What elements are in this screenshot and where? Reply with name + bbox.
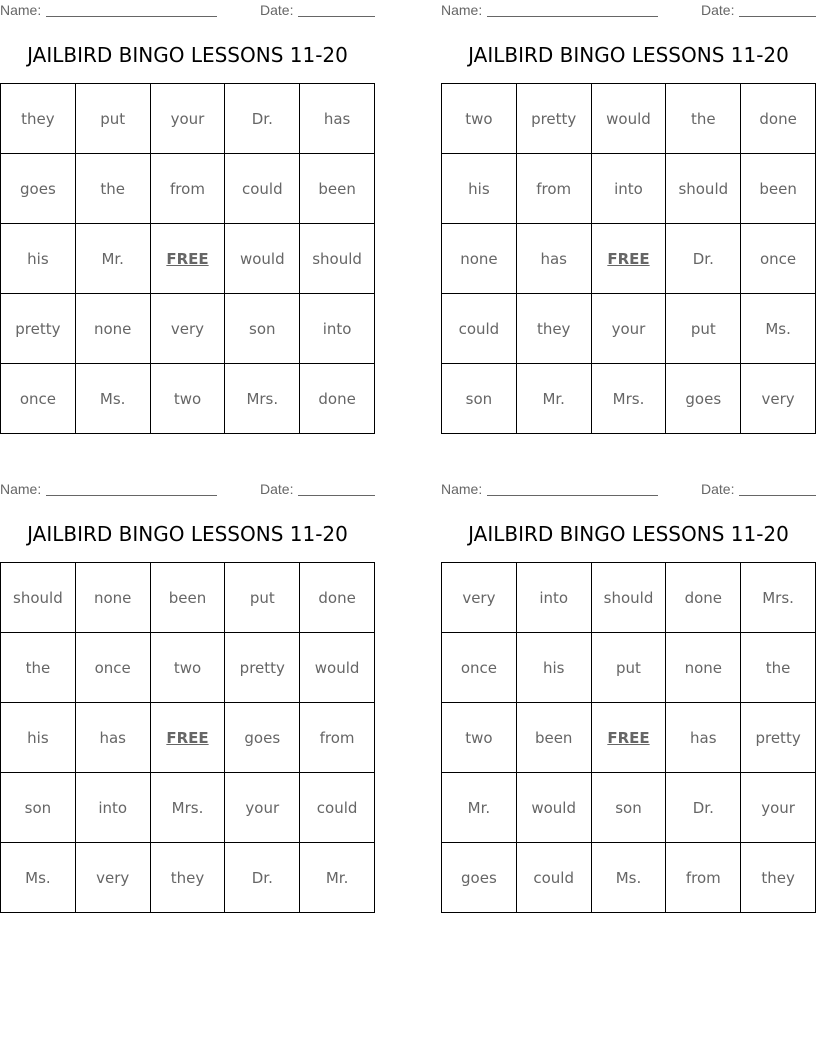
free-space-cell[interactable]: FREE	[151, 703, 226, 773]
bingo-cell[interactable]: pretty	[225, 633, 300, 703]
name-field-line[interactable]	[46, 16, 217, 17]
bingo-cell[interactable]: should	[1, 563, 76, 633]
bingo-cell[interactable]: Mrs.	[225, 364, 300, 434]
bingo-cell[interactable]: son	[442, 364, 517, 434]
bingo-cell[interactable]: none	[76, 563, 151, 633]
name-date-header	[441, 2, 816, 18]
date-label: Date:	[260, 2, 294, 18]
bingo-cell[interactable]: been	[151, 563, 226, 633]
bingo-cell[interactable]: goes	[442, 843, 517, 913]
card-title: JAILBIRD BINGO LESSONS 11-20	[468, 43, 789, 67]
bingo-grid	[441, 83, 816, 434]
bingo-cell[interactable]: been	[741, 154, 816, 224]
bingo-cell[interactable]: been	[300, 154, 375, 224]
date-label: Date:	[701, 481, 735, 497]
bingo-cell[interactable]: into	[517, 563, 592, 633]
bingo-cell[interactable]: son	[1, 773, 76, 843]
bingo-card	[0, 479, 375, 914]
name-date-header	[0, 2, 375, 18]
free-space-cell[interactable]: FREE	[151, 224, 226, 294]
bingo-cell[interactable]: two	[442, 84, 517, 154]
bingo-cell[interactable]: Dr.	[225, 843, 300, 913]
bingo-cell[interactable]: Mrs.	[151, 773, 226, 843]
bingo-cell[interactable]: would	[517, 773, 592, 843]
bingo-cell[interactable]: into	[592, 154, 667, 224]
bingo-cell[interactable]: very	[741, 364, 816, 434]
bingo-cell[interactable]: Mrs.	[741, 563, 816, 633]
bingo-cell[interactable]: once	[1, 364, 76, 434]
card-title: JAILBIRD BINGO LESSONS 11-20	[468, 522, 789, 546]
bingo-cell[interactable]: would	[300, 633, 375, 703]
bingo-cell[interactable]: Dr.	[666, 773, 741, 843]
name-field-line[interactable]	[46, 495, 217, 496]
date-field-line[interactable]	[298, 495, 375, 496]
bingo-cell[interactable]: from	[300, 703, 375, 773]
bingo-cell[interactable]: Ms.	[741, 294, 816, 364]
date-field-line[interactable]	[739, 495, 816, 496]
bingo-cell[interactable]: your	[151, 84, 226, 154]
bingo-cell[interactable]: two	[151, 364, 226, 434]
bingo-cell[interactable]: son	[225, 294, 300, 364]
bingo-cell[interactable]: very	[76, 843, 151, 913]
bingo-cell[interactable]: very	[151, 294, 226, 364]
name-field-line[interactable]	[487, 495, 658, 496]
bingo-cell[interactable]: put	[666, 294, 741, 364]
bingo-cell[interactable]: would	[592, 84, 667, 154]
bingo-cell[interactable]: should	[666, 154, 741, 224]
bingo-card	[0, 0, 375, 435]
bingo-cell[interactable]: your	[741, 773, 816, 843]
bingo-cell[interactable]: the	[741, 633, 816, 703]
bingo-cell[interactable]: could	[442, 294, 517, 364]
bingo-cell[interactable]: from	[666, 843, 741, 913]
bingo-cell[interactable]: your	[225, 773, 300, 843]
bingo-cell[interactable]: his	[517, 633, 592, 703]
bingo-cell[interactable]: son	[592, 773, 667, 843]
bingo-cell[interactable]: has	[517, 224, 592, 294]
bingo-cell[interactable]: Mr.	[300, 843, 375, 913]
name-label: Name:	[0, 2, 42, 18]
bingo-cell[interactable]: has	[300, 84, 375, 154]
bingo-cell[interactable]: once	[442, 633, 517, 703]
bingo-cell[interactable]: been	[517, 703, 592, 773]
bingo-cell[interactable]: none	[442, 224, 517, 294]
bingo-cell[interactable]: could	[225, 154, 300, 224]
name-label: Name:	[441, 2, 483, 18]
bingo-cell[interactable]: they	[517, 294, 592, 364]
bingo-grid	[441, 562, 816, 913]
bingo-cell[interactable]: Ms.	[1, 843, 76, 913]
bingo-cell[interactable]: Mr.	[76, 224, 151, 294]
bingo-cell[interactable]: Mrs.	[592, 364, 667, 434]
free-space-cell[interactable]: FREE	[592, 224, 667, 294]
name-label: Name:	[0, 481, 42, 497]
date-field-line[interactable]	[739, 16, 816, 17]
bingo-cell[interactable]: two	[151, 633, 226, 703]
bingo-cell[interactable]: done	[666, 563, 741, 633]
bingo-cell[interactable]: they	[741, 843, 816, 913]
bingo-grid	[0, 562, 375, 913]
bingo-cell[interactable]: once	[741, 224, 816, 294]
bingo-cell[interactable]: his	[442, 154, 517, 224]
bingo-cell[interactable]: pretty	[517, 84, 592, 154]
bingo-cell[interactable]: from	[151, 154, 226, 224]
bingo-grid	[0, 83, 375, 434]
bingo-cell[interactable]: has	[666, 703, 741, 773]
free-space-cell[interactable]: FREE	[592, 703, 667, 773]
bingo-cell[interactable]: done	[300, 364, 375, 434]
bingo-cell[interactable]: put	[592, 633, 667, 703]
bingo-cell[interactable]: once	[76, 633, 151, 703]
bingo-card	[441, 479, 816, 914]
bingo-cell[interactable]: Dr.	[225, 84, 300, 154]
name-date-header	[0, 481, 375, 497]
bingo-cell[interactable]: Mr.	[517, 364, 592, 434]
bingo-cell[interactable]: from	[517, 154, 592, 224]
bingo-cell[interactable]: his	[1, 224, 76, 294]
bingo-cell[interactable]: they	[1, 84, 76, 154]
card-title: JAILBIRD BINGO LESSONS 11-20	[27, 43, 348, 67]
bingo-cell[interactable]: very	[442, 563, 517, 633]
bingo-cell[interactable]: should	[592, 563, 667, 633]
bingo-cell[interactable]: Mr.	[442, 773, 517, 843]
card-title: JAILBIRD BINGO LESSONS 11-20	[27, 522, 348, 546]
bingo-cell[interactable]: put	[225, 563, 300, 633]
date-label: Date:	[260, 481, 294, 497]
bingo-cell[interactable]: goes	[1, 154, 76, 224]
bingo-cell[interactable]: done	[741, 84, 816, 154]
bingo-cell[interactable]: Ms.	[592, 843, 667, 913]
name-date-header	[441, 481, 816, 497]
bingo-cell[interactable]: none	[666, 633, 741, 703]
bingo-cell[interactable]: Ms.	[76, 364, 151, 434]
bingo-card	[441, 0, 816, 435]
bingo-cell[interactable]: the	[666, 84, 741, 154]
name-field-line[interactable]	[487, 16, 658, 17]
bingo-cell[interactable]: pretty	[741, 703, 816, 773]
bingo-cell[interactable]: two	[442, 703, 517, 773]
bingo-cell[interactable]: Dr.	[666, 224, 741, 294]
bingo-cell[interactable]: his	[1, 703, 76, 773]
bingo-cell[interactable]: the	[1, 633, 76, 703]
bingo-cell[interactable]: the	[76, 154, 151, 224]
bingo-cell[interactable]: they	[151, 843, 226, 913]
bingo-cell[interactable]: pretty	[1, 294, 76, 364]
bingo-cell[interactable]: none	[76, 294, 151, 364]
bingo-cell[interactable]: goes	[666, 364, 741, 434]
bingo-cell[interactable]: done	[300, 563, 375, 633]
bingo-cell[interactable]: should	[300, 224, 375, 294]
bingo-cell[interactable]: has	[76, 703, 151, 773]
bingo-cell[interactable]: into	[76, 773, 151, 843]
date-field-line[interactable]	[298, 16, 375, 17]
bingo-cell[interactable]: put	[76, 84, 151, 154]
name-label: Name:	[441, 481, 483, 497]
bingo-cell[interactable]: could	[300, 773, 375, 843]
bingo-cell[interactable]: could	[517, 843, 592, 913]
date-label: Date:	[701, 2, 735, 18]
bingo-cell[interactable]: into	[300, 294, 375, 364]
bingo-cell[interactable]: your	[592, 294, 667, 364]
bingo-cell[interactable]: would	[225, 224, 300, 294]
bingo-cell[interactable]: goes	[225, 703, 300, 773]
